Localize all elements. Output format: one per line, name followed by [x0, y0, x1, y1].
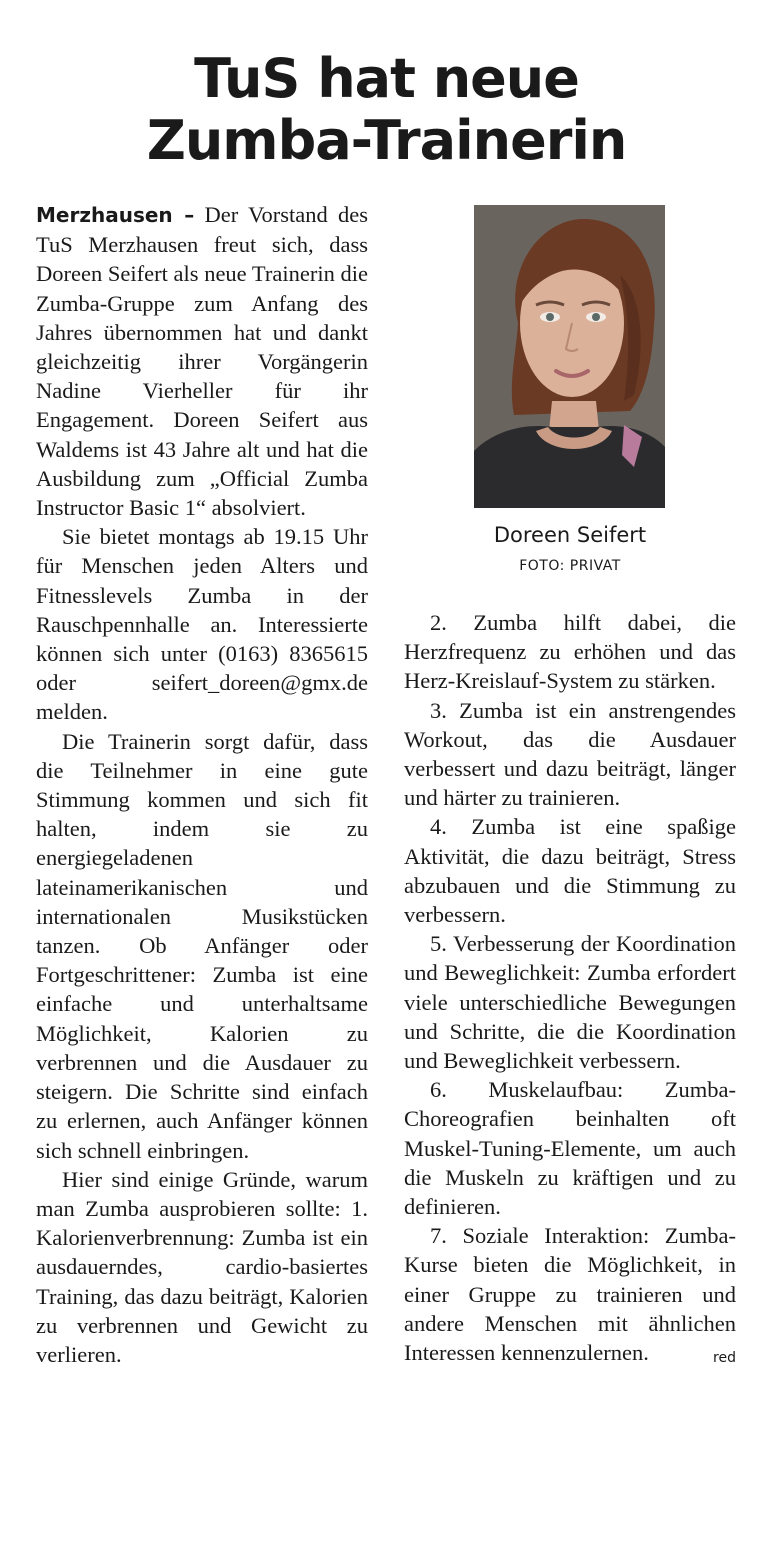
reason-7: [404, 1221, 736, 1367]
paragraph-2: Sie bietet montags ab 19.15 Uhr für Menschen jeden Alters und Fitnesslevels Zumba in der Rauschpennhalle an. Interessierte können sich unter (0163) 8365615 oder seifert_doreen@gmx.de melden.: [36, 524, 368, 725]
headline-line-2: Zumba-Trainerin: [146, 109, 627, 172]
reason-5: 5. Verbesserung der Koordination und Beweglichkeit: Zumba erfordert viele unterschiedliche Bewegungen und Schritte, die die Koordination und Beweglichkeit verbessern.: [404, 931, 736, 1074]
photo-credit: FOTO: PRIVAT: [519, 558, 621, 574]
headline-line-1: TuS hat neue: [194, 47, 579, 110]
reason-6: 6. Muskelaufbau: Zumba-Choreografien beinhalten oft Muskel-Tuning-Elemente, um auch die Muskeln zu kräftigen und zu definieren.: [404, 1077, 736, 1220]
paragraph-4: Hier sind einige Gründe, warum man Zumba ausprobieren sollte: 1. Kalorienverbrennung: Zumba ist ein ausdauerndes, cardio-basiertes Training, das dazu beiträgt, Kalorien zu verbrennen und Gewicht zu verlieren.: [36, 1166, 368, 1367]
photo-caption: Doreen Seifert: [493, 523, 647, 547]
author-signature: red: [713, 1350, 736, 1367]
reason-3: 3. Zumba ist ein anstrengendes Workout, das die Ausdauer verbessert und dazu beiträgt, länger und härter zu trainieren.: [404, 697, 736, 811]
paragraph-1-text: Der Vorstand des TuS Merzhausen freut sich, dass Doreen Seifert als neue Trainerin die Zumba-Gruppe zum Anfang des Jahres übernommen hat und dankt gleichzeitig ihrer Vorgängerin Nadine Vierheller für ihr Engagement. Doreen Seifert aus Waldems ist 43 Jahre alt und hat die Ausbildung zum „Official Zumba Instructor Basic 1“ absolviert.: [36, 202, 368, 521]
left-column: [36, 200, 368, 1369]
portrait-illustration: [474, 205, 665, 508]
reason-7-text: 7. Soziale Interaktion: Zumba-Kurse bieten die Möglichkeit, in einer Gruppe zu trainieren und andere Menschen mit ähnlichen Interessen kennenzulernen.: [404, 1223, 736, 1366]
portrait-photo: [474, 205, 665, 508]
paragraph-1: [36, 200, 368, 522]
article-headline: [0, 48, 773, 172]
reason-4: 4. Zumba ist eine spaßige Aktivität, die dazu beiträgt, Stress abzubauen und die Stimmung zu verbessern.: [404, 814, 736, 928]
reason-2: 2. Zumba hilft dabei, die Herzfrequenz zu erhöhen und das Herz-Kreislauf-System zu stärken.: [404, 610, 736, 694]
dateline: Merzhausen –: [36, 203, 195, 227]
paragraph-3: Die Trainerin sorgt dafür, dass die Teilnehmer in eine gute Stimmung kommen und sich fit halten, indem sie zu energiegeladenen lateinamerikanischen und internationalen Musikstücken tanzen. Ob Anfänger oder Fortgeschrittener: Zumba ist eine einfache und unterhaltsame Möglichkeit, Kalorien zu verbrennen und die Ausdauer zu steigern. Die Schritte sind einfach zu erlernen, auch Anfänger können sich schnell einbringen.: [36, 728, 368, 1163]
right-column: [404, 608, 736, 1373]
